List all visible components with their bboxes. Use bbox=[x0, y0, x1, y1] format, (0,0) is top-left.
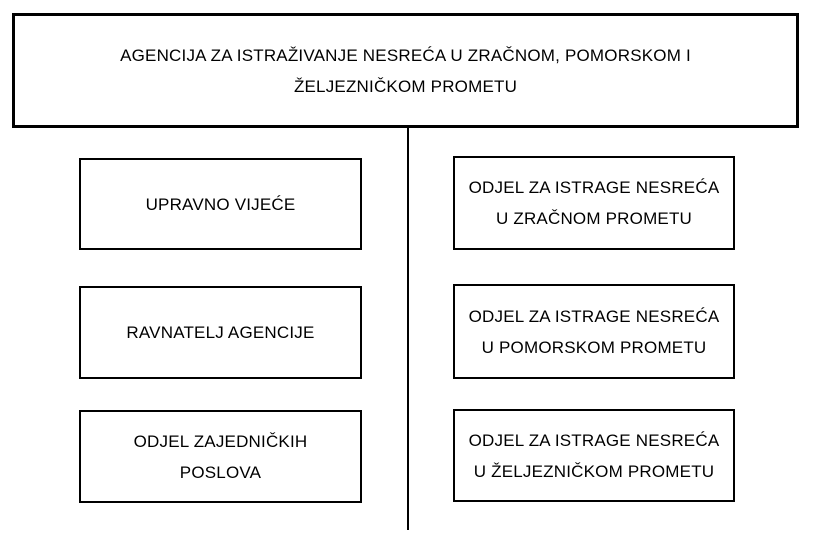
box-odjel-istrage-zeljeznicki-promet bbox=[453, 409, 735, 502]
box-label-line: U POMORSKOM PROMETU bbox=[481, 337, 707, 357]
box-label-line: ODJEL ZA ISTRAGE NESREĆA bbox=[468, 306, 720, 326]
box-odjel-zajednickih-poslova bbox=[79, 410, 362, 503]
box-label-line: RAVNATELJ AGENCIJE bbox=[126, 323, 315, 342]
agency-title-box bbox=[12, 13, 799, 128]
box-label-line: ODJEL ZA ISTRAGE NESREĆA bbox=[468, 178, 720, 197]
box-label-line: ODJEL ZAJEDNIČKIH bbox=[133, 431, 308, 451]
box-ravnatelj-agencije bbox=[79, 286, 362, 379]
vertical-connector-line bbox=[407, 128, 409, 530]
box-label-line: U ZRAČNOM PROMETU bbox=[495, 209, 693, 228]
box-label-line: ODJEL ZA ISTRAGE NESREĆA bbox=[468, 430, 720, 450]
agency-title-line-1: AGENCIJA ZA ISTRAŽIVANJE NESREĆA U ZRAČNOM, POMORSKOM I bbox=[120, 45, 691, 65]
box-odjel-istrage-pomorski-promet bbox=[453, 284, 735, 379]
box-label-line: POSLOVA bbox=[179, 462, 262, 482]
box-odjel-istrage-zracni-promet bbox=[453, 156, 735, 250]
agency-title-line-2: ŽELJEZNIČKOM PROMETU bbox=[293, 76, 518, 96]
box-label-line: U ŽELJEZNIČKOM PROMETU bbox=[473, 461, 715, 481]
box-label-line: UPRAVNO VIJEĆE bbox=[145, 194, 296, 214]
box-upravno-vijece bbox=[79, 158, 362, 250]
